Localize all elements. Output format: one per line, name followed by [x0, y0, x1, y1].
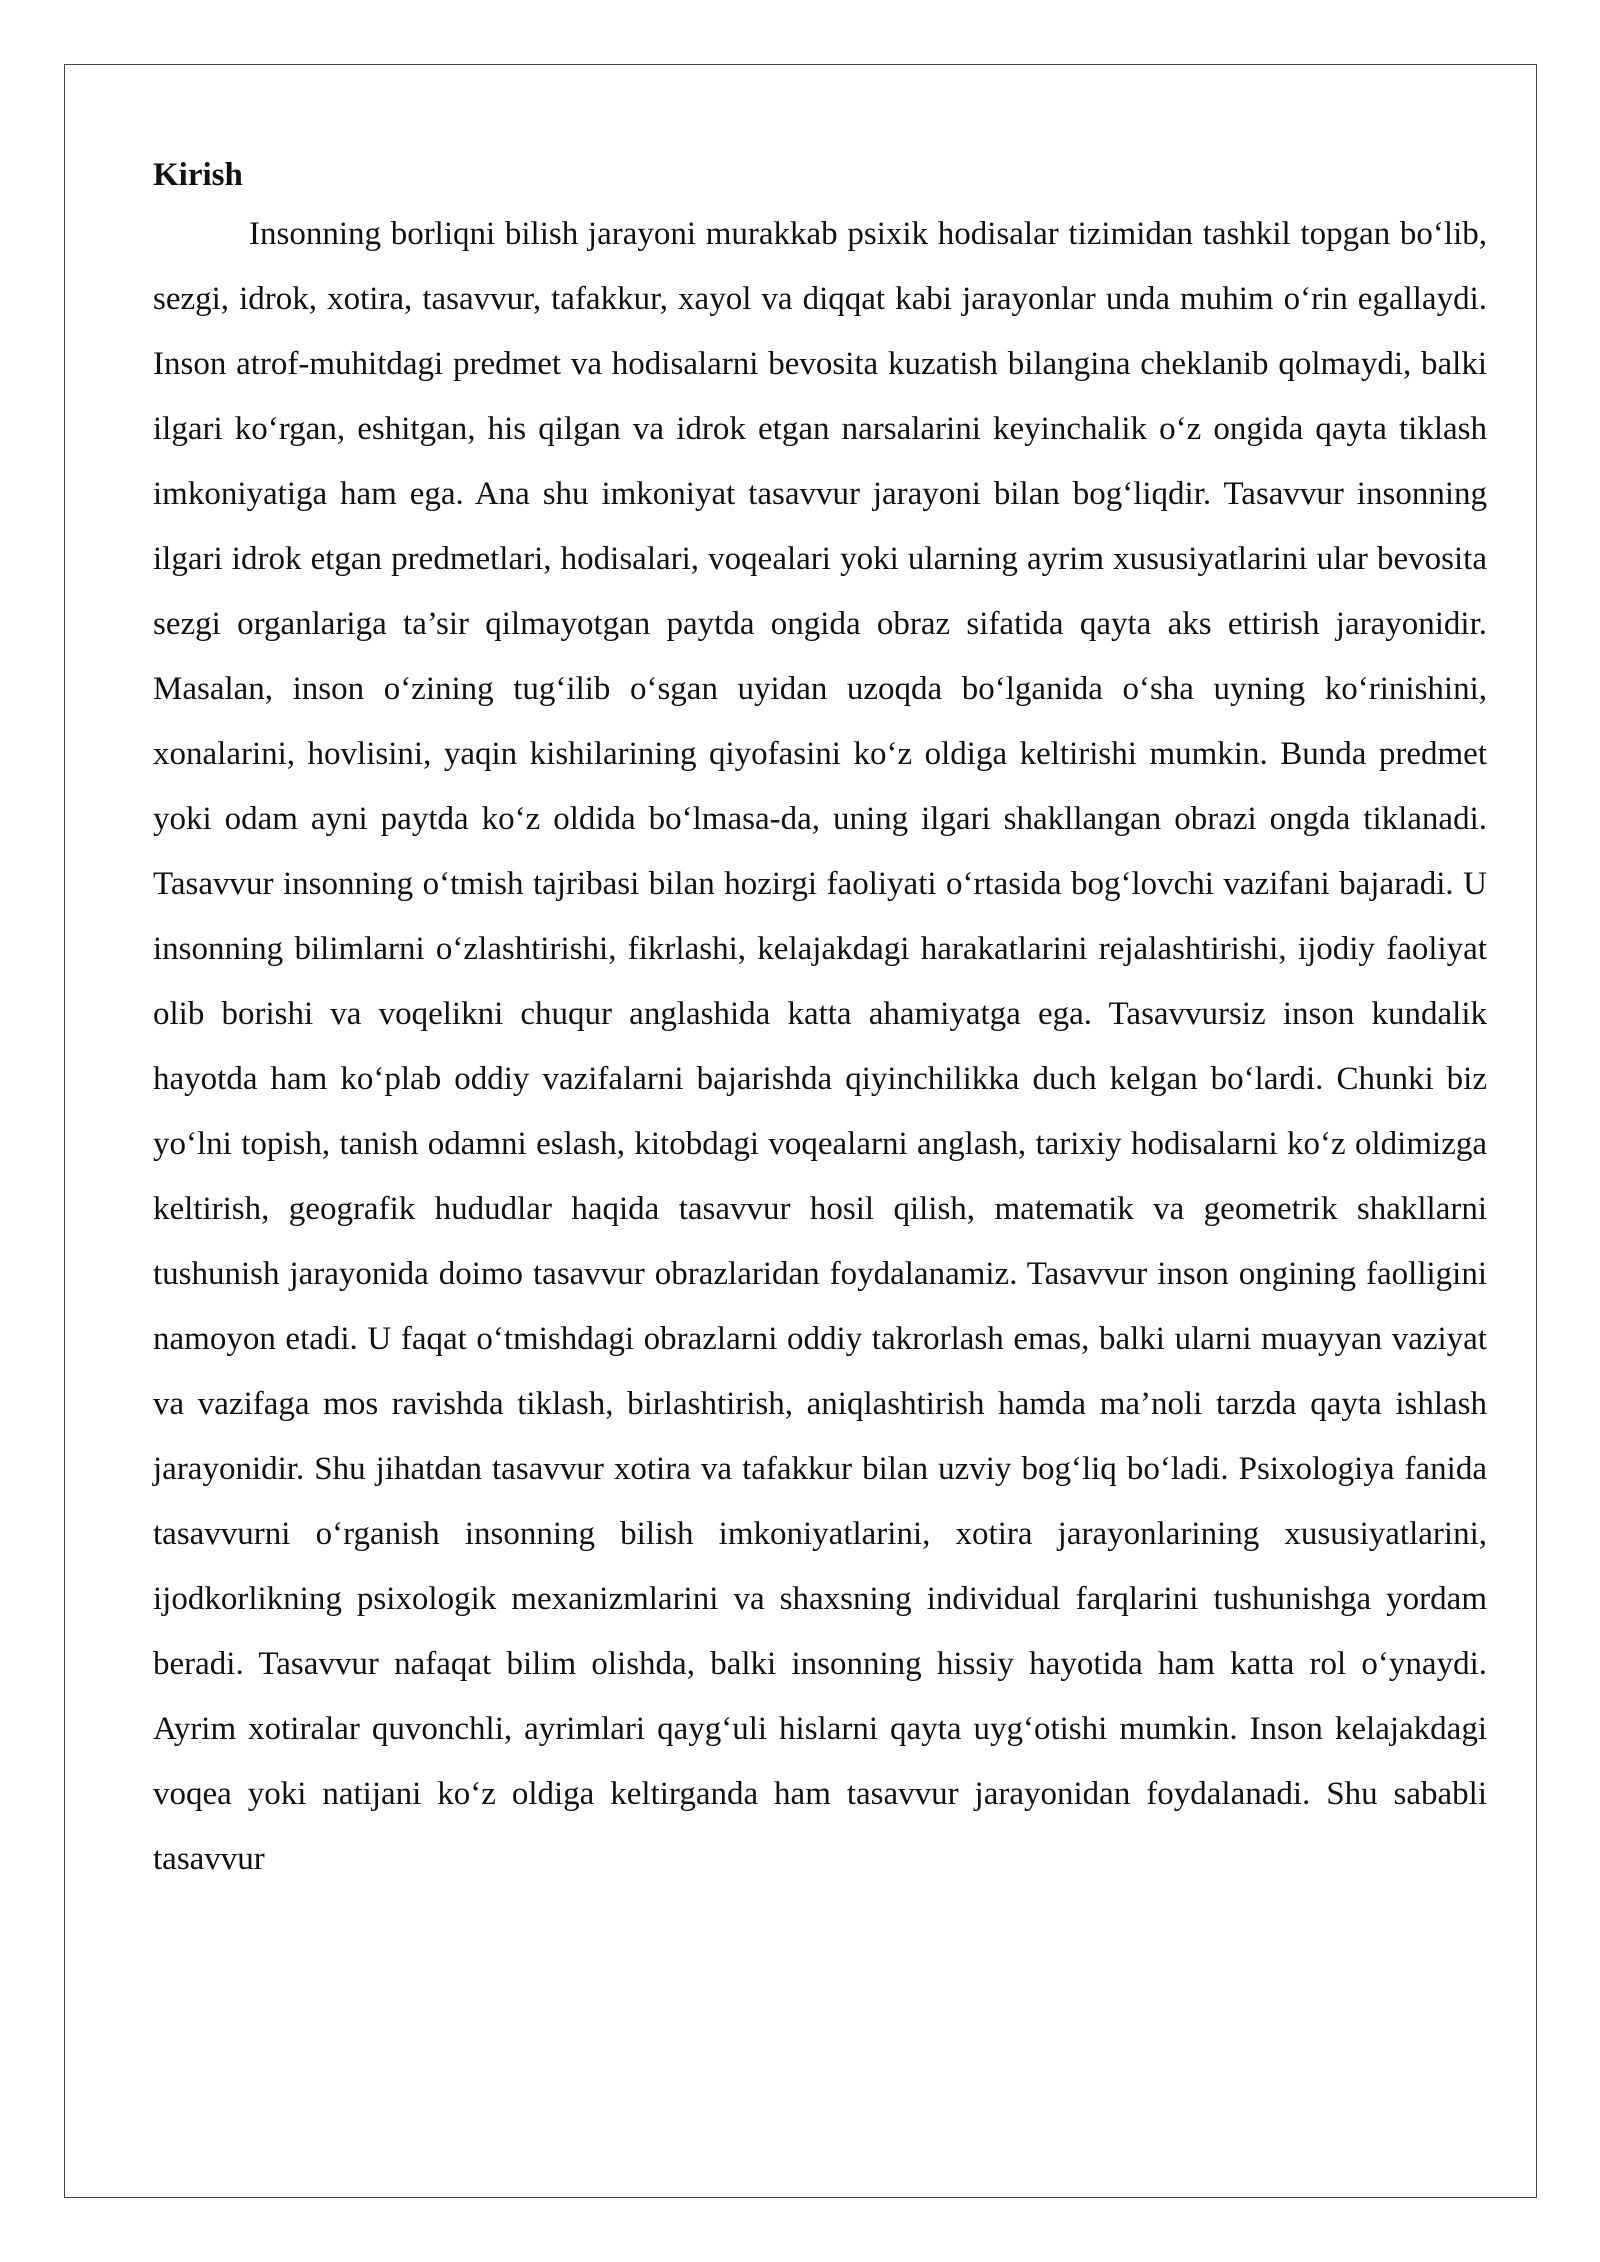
section-heading: Kirish — [153, 157, 243, 193]
body-paragraph: Insonning borliqni bilish jarayoni murakkab psixik hodisalar tizimidan tashkil topgan bo‘lib, sezgi, idrok, xotira, tasavvur, tafakkur, xayol va diqqat kabi jarayonlar unda muhim o‘rin egallaydi. Inson atrof-muhitdagi predmet va hodisalarni bevosita kuzatish bilangina cheklanib qolmaydi, balki ilgari ko‘rgan, eshitgan, his qilgan va idrok etgan narsalarini keyinchalik o‘z ongida qayta tiklash imkoniyatiga ham ega. Ana shu imkoniyat tasavvur jarayoni bilan bog‘liqdir. Tasavvur insonning ilgari idrok etgan predmetlari, hodisalari, voqealari yoki ularning ayrim xususiyatlarini ular bevosita sezgi organlariga ta’sir qilmayotgan paytda ongida obraz sifatida qayta aks ettirish jarayonidir. Masalan, inson o‘zining tug‘ilib o‘sgan uyidan uzoqda bo‘lganida o‘sha uyning ko‘rinishini, xonalarini, hovlisini, yaqin kishilarining qiyofasini ko‘z oldiga keltirishi mumkin. Bunda predmet yoki odam ayni paytda ko‘z oldida bo‘lmasa-da, uning ilgari shakllangan obrazi ongda tiklanadi. Tasavvur insonning o‘tmish tajribasi bilan hozirgi faoliyati o‘rtasida bog‘lovchi vazifani bajaradi. U insonning bilimlarni o‘zlashtirishi, fikrlashi, kelajakdagi harakatlarini rejalashtirishi, ijodiy faoliyat olib borishi va voqelikni chuqur anglashida katta ahamiyatga ega. Tasavvursiz inson kundalik hayotda ham ko‘plab oddiy vazifalarni bajarishda qiyinchilikka duch kelgan bo‘lardi. Chunki biz yo‘lni topish, tanish odamni eslash, kitobdagi voqealarni anglash, tarixiy hodisalarni ko‘z oldimizga keltirish, geografik hududlar haqida tasavvur hosil qilish, matematik va geometrik shakllarni tushunish jarayonida doimo tasavvur obrazlaridan foydalanamiz. Tasavvur inson ongining faolligini namoyon etadi. U faqat o‘tmishdagi obrazlarni oddiy takrorlash emas, balki ularni muayyan vaziyat va vazifaga mos ravishda tiklash, birlashtirish, aniqlashtirish hamda ma’noli tarzda qayta ishlash jarayonidir. Shu jihatdan tasavvur xotira va tafakkur bilan uzviy bog‘liq bo‘ladi. Psixologiya fanida tasavvurni o‘rganish insonning bilish imkoniyatlarini, xotira jarayonlarining xususiyatlarini, ijodkorlikning psixologik mexanizmlarini va shaxsning individual farqlarini tushunishga yordam beradi. Tasavvur nafaqat bilim olishda, balki insonning hissiy hayotida ham katta rol o‘ynaydi. Ayrim xotiralar quvonchli, ayrimlari qayg‘uli hislarni qayta uyg‘otishi mumkin. Inson kelajakdagi voqea yoki natijani ko‘z oldiga keltirganda ham tasavvur jarayonidan foydalanadi. Shu sababli tasavvur — [153, 216, 1487, 1877]
document-body — [153, 148, 1487, 1892]
